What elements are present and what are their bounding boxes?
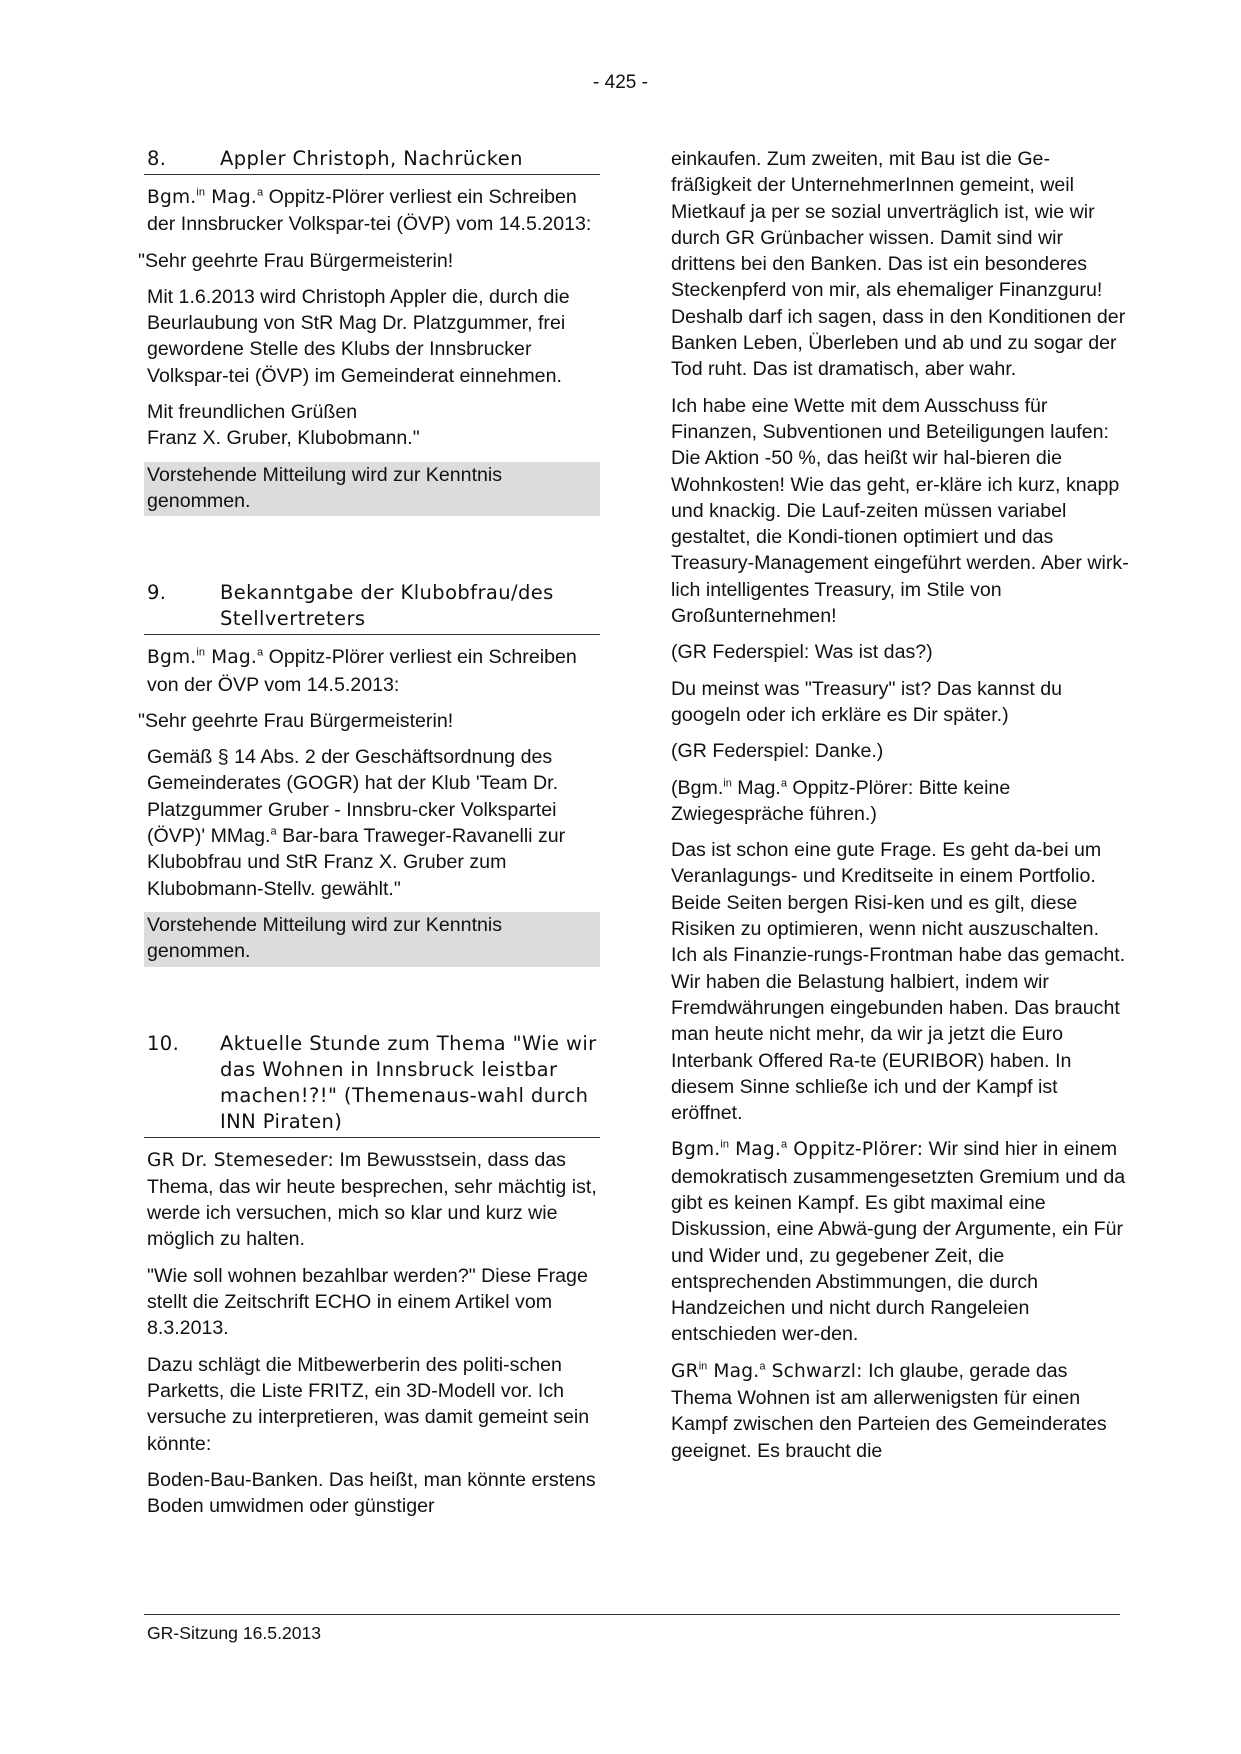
notice-box: Vorstehende Mitteilung wird zur Kenntnis genommen. <box>144 912 600 967</box>
interjection: (Bgm.$^{in}$ Mag.$^a$ Oppitz-Plörer: Bitte keine Zwiegespräche führen.) <box>671 776 1011 825</box>
paragraph: "Wie soll wohnen bezahlbar werden?" Diese Frage stellt die Zeitschrift ECHO in einem Artikel vom 8.3.2013. <box>147 1264 588 1340</box>
section-number: 8. <box>147 147 167 170</box>
paragraph: Boden-Bau-Banken. Das heißt, man könnte erstens Boden umwidmen oder günstiger <box>147 1468 596 1518</box>
section-number: 10. <box>147 1031 180 1055</box>
footer-divider <box>144 1614 1120 1615</box>
paragraph: Dazu schlägt die Mitbewerberin des politi-schen Parketts, die Liste FRITZ, ein 3D-Modell vor. Ich versuche zu interpretieren, was damit gemeint sein könnte: <box>147 1353 590 1455</box>
paragraph: Ich habe eine Wette mit dem Ausschuss für Finanzen, Subventionen und Beteiligungen laufen: Die Aktion -50 %, das heißt wir hal-bieren die Wohnkosten! Wie das geht, er-kläre ich kurz, knapp und knackig. Die Lauf-zeiten müssen variabel gestaltet, die Kondi-tionen optimiert und das Treasury-Management eingeführt werden. Aber wirk-lich intelligentes Treasury, im Stile von Großunternehmen! <box>671 394 1129 628</box>
paragraph: Bgm.$^{in}$ Mag.$^a$ Oppitz-Plörer verliest ein Schreiben der Innsbrucker Volkspar-tei (ÖVP) vom 14.5.2013: <box>147 186 592 236</box>
section-title: Aktuelle Stunde zum Thema "Wie wir das Wohnen in Innsbruck leistbar machen!?!" (Themenaus-wahl durch INN Piraten) <box>220 1031 597 1133</box>
section-title: Appler Christoph, Nachrücken <box>220 147 523 170</box>
interjection: (GR Federspiel: Danke.) <box>671 740 884 763</box>
section-number: 9. <box>147 581 167 605</box>
interjection: (GR Federspiel: Was ist das?) <box>671 641 933 664</box>
section-9-heading <box>144 580 600 635</box>
paragraph: Bgm.$^{in}$ Mag.$^a$ Oppitz-Plörer verliest ein Schreiben von der ÖVP vom 14.5.2013: <box>147 646 577 696</box>
paragraph: Mit 1.6.2013 wird Christoph Appler die, durch die Beurlaubung von StR Mag Dr. Platzgummer, frei gewordene Stelle des Klubs der Innsbrucker Volkspar-tei (ÖVP) im Gemeinderat einnehmen. <box>147 285 570 387</box>
left-column <box>138 146 600 1529</box>
salutation: "Sehr geehrte Frau Bürgermeisterin! <box>138 249 454 272</box>
paragraph: Bgm.$^{in}$ Mag.$^a$ Oppitz-Plörer: Wir sind hier in einem demokratisch zusammengesetzten Gremium und da gibt es keinen Kampf. Es gibt maximal eine Diskussion, eine Abwä-gung der Argumente, ein Für und Wider und, zu gegebener Zeit, die entsprechenden Abstimmungen, die durch Handzeichen und nicht durch Rangeleien entschieden wer-den. <box>671 1138 1126 1346</box>
paragraph: $GR^{in}$ Mag.$^a$ Schwarzl: Ich glaube, gerade das Thema Wohnen ist am allerwenigsten für einen Kampf zwischen den Parteien des Gemeinderates geeignet. Es braucht die <box>671 1359 1107 1462</box>
right-column <box>668 146 1130 1474</box>
section-10-heading <box>144 1031 600 1138</box>
paragraph: Gemäß § 14 Abs. 2 der Geschäftsordnung des Gemeinderates (GOGR) hat der Klub 'Team Dr. Platzgummer Gruber - Innsbru-cker Volkspartei (ÖVP)' MMag.$^a$ Bar-bara Traweger-Ravanelli zur Klubobfrau und StR Franz X. Gruber zum Klubobmann-Stellv. gewählt." <box>147 746 566 900</box>
page-number: - 425 - <box>593 72 648 93</box>
footer: GR-Sitzung 16.5.2013 <box>147 1623 322 1643</box>
notice-box: Vorstehende Mitteilung wird zur Kenntnis genommen. <box>144 462 600 517</box>
paragraph: GR Dr. Stemeseder: Im Bewusstsein, dass das Thema, das wir heute besprechen, sehr mächtig ist, werde ich versuchen, mich so klar und kurz wie möglich zu halten. <box>147 1148 597 1251</box>
section-title: Bekanntgabe der Klubobfrau/des Stellvertreters <box>220 581 554 631</box>
closing: Mit freundlichen Grüßen Franz X. Gruber, Klubobmann." <box>147 401 420 450</box>
speaker: GR Dr. Stemeseder: <box>147 1149 334 1171</box>
paragraph: Du meinst was "Treasury" ist? Das kannst du googeln oder ich erkläre es Dir später.) <box>671 677 1063 726</box>
section-8-heading <box>144 146 600 175</box>
salutation: "Sehr geehrte Frau Bürgermeisterin! <box>138 709 454 732</box>
paragraph: Das ist schon eine gute Frage. Es geht da-bei um Veranlagungs- und Kreditseite in einem Portfolio. Beide Seiten bergen Risi-ken und es gilt, diese Risiken zu optimieren, wenn nicht auszuschalten. Ich als Finanzie-rungs-Frontman habe das gemacht. Wir haben die Belastung halbiert, indem wir Fremdwährungen eingebunden haben. Das braucht man heute nicht mehr, da wir ja jetzt die Euro Interbank Offered Ra-te (EURIBOR) haben. In diesem Sinne schließe ich und der Kampf ist eröffnet. <box>671 839 1126 1125</box>
paragraph: einkaufen. Zum zweiten, mit Bau ist die Ge-fräßigkeit der UnternehmerInnen gemeint, weil Mietkauf ja per se sozial unverträglich ist, wie wir durch GR Grünbacher wissen. Damit sind wir drittens bei den Banken. Das ist ein besonderes Steckenpferd von mir, als ehemaliger Finanzguru! Deshalb darf ich sagen, dass in den Konditionen der Banken Leben, Überleben und ab und zu sogar der Tod ruht. Das ist dramatisch, aber wahr. <box>671 148 1126 381</box>
